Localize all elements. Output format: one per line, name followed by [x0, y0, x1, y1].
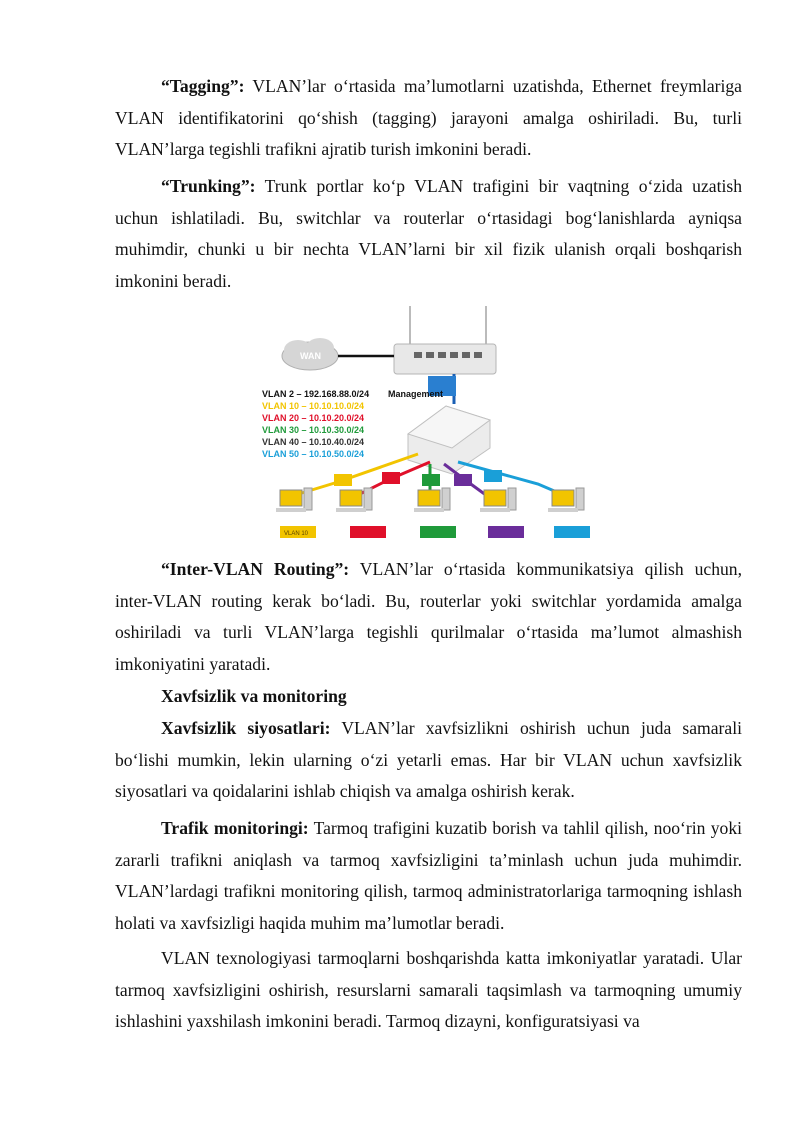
vlan-label: VLAN 40 – 10.10.40.0/24 [262, 437, 365, 447]
client-vlan-badge [554, 526, 590, 538]
computer-icon [552, 490, 574, 506]
client-pc-4 [480, 488, 516, 512]
client-pc-3 [414, 488, 450, 512]
switch-icon [408, 406, 490, 474]
client-vlan-label: VLAN 10 [284, 531, 309, 537]
client-pc-1 [276, 488, 312, 512]
vlan-network-diagram [258, 302, 598, 542]
section-heading: Xavfsizlik va monitoring [161, 686, 347, 706]
client-pc-2 [336, 488, 372, 512]
client-vlan-badge [488, 526, 524, 538]
paragraph-text: Tarmoq trafigini kuzatib borish va tahlil qilish, noo‘rin yoki zararli trafikni aniqlash va tarmoq xavfsizligini ta’minlash uchun juda muhimdir. VLAN’lardagi trafikni monitoring qilish, tarmoq administratorlariga tarmoqning ishlash holati va xavfsizligi haqida muhim ma’lumotlar beradi. [115, 818, 743, 934]
management-label: Management [388, 389, 444, 399]
vlan-tag [382, 472, 400, 484]
paragraph-traffic-monitoring [115, 813, 742, 940]
computer-icon [280, 490, 302, 506]
paragraph-text: VLAN’lar o‘rtasida kommunikatsiya qilish uchun, inter-VLAN routing kerak bo‘ladi. Bu, routerlar yoki switchlar yordamida amalga oshiriladi va turli VLAN’larga tegishli qurilmalar o‘rtasida ma’lumot almashish imkoniyatini yaratadi. [115, 559, 742, 675]
paragraph-lead: “Inter-VLAN Routing”: [161, 559, 350, 579]
paragraph-tagging [115, 71, 742, 166]
computer-icon [340, 490, 362, 506]
paragraph-lead: Xavfsizlik siyosatlari: [161, 718, 331, 738]
paragraph-lead: Trafik monitoringi: [161, 818, 309, 838]
vlan-label: VLAN 10 – 10.10.10.0/24 [262, 401, 365, 411]
client-pc-5 [548, 488, 584, 512]
paragraph-lead: “Trunking”: [161, 176, 256, 196]
client-vlan-badge [420, 526, 456, 538]
vlan-tag [422, 474, 440, 486]
vlan-label: VLAN 50 – 10.10.50.0/24 [262, 449, 365, 459]
paragraph-security-policies [115, 713, 742, 808]
vlan-label: VLAN 30 – 10.10.30.0/24 [262, 425, 365, 435]
vlan-label: VLAN 20 – 10.10.20.0/24 [262, 413, 365, 423]
router-icon [394, 344, 496, 374]
computer-icon [484, 490, 506, 506]
vlan-tag [484, 470, 502, 482]
vlan-tag [454, 474, 472, 486]
client-vlan-badge [350, 526, 386, 538]
paragraph-text: VLAN’lar xavfsizlikni oshirish uchun juda samarali bo‘lishi mumkin, lekin ularning o‘zi yetarli emas. Har bir VLAN uchun xavfsizlik siyosatlari va qoidalarini ishlab chiqish va amalga oshirish kerak. [115, 718, 742, 802]
wan-label: WAN [300, 351, 321, 361]
paragraph-inter-vlan-routing [115, 554, 742, 681]
paragraph-text: VLAN’lar o‘rtasida ma’lumotlarni uzatishda, Ethernet freymlariga VLAN identifikatorini qo‘shish (tagging) jarayoni amalga oshiriladi. Bu, turli VLAN’larga tegishli trafikni ajratib turish imkonini beradi. [115, 76, 742, 160]
computer-icon [418, 490, 440, 506]
vlan-tag [334, 474, 352, 486]
paragraph-conclusion: VLAN texnologiyasi tarmoqlarni boshqarishda katta imkoniyatlar yaratadi. Ular tarmoq xavfsizligini oshirish, resurslarni samarali taqsimlash va tarmoqning umumiy ishlashini yaxshilash imkonini beradi. Tarmoq dizayni, konfiguratsiyasi va [115, 948, 742, 1032]
paragraph-trunking [115, 171, 742, 298]
vlan-diagram-svg [258, 302, 598, 542]
vlan-label: VLAN 2 – 192.168.88.0/24 [262, 389, 370, 399]
paragraph-text: Trunk portlar ko‘p VLAN trafigini bir vaqtning o‘zida uzatish uchun ishlatiladi. Bu, switchlar va routerlar o‘rtasidagi bog‘lanishlarda ayniqsa muhimdir, chunki u bir nechta VLAN’larni bir xil fizik ulanish orqali boshqarish imkonini beradi. [115, 176, 742, 292]
paragraph-lead: “Tagging”: [161, 76, 245, 96]
